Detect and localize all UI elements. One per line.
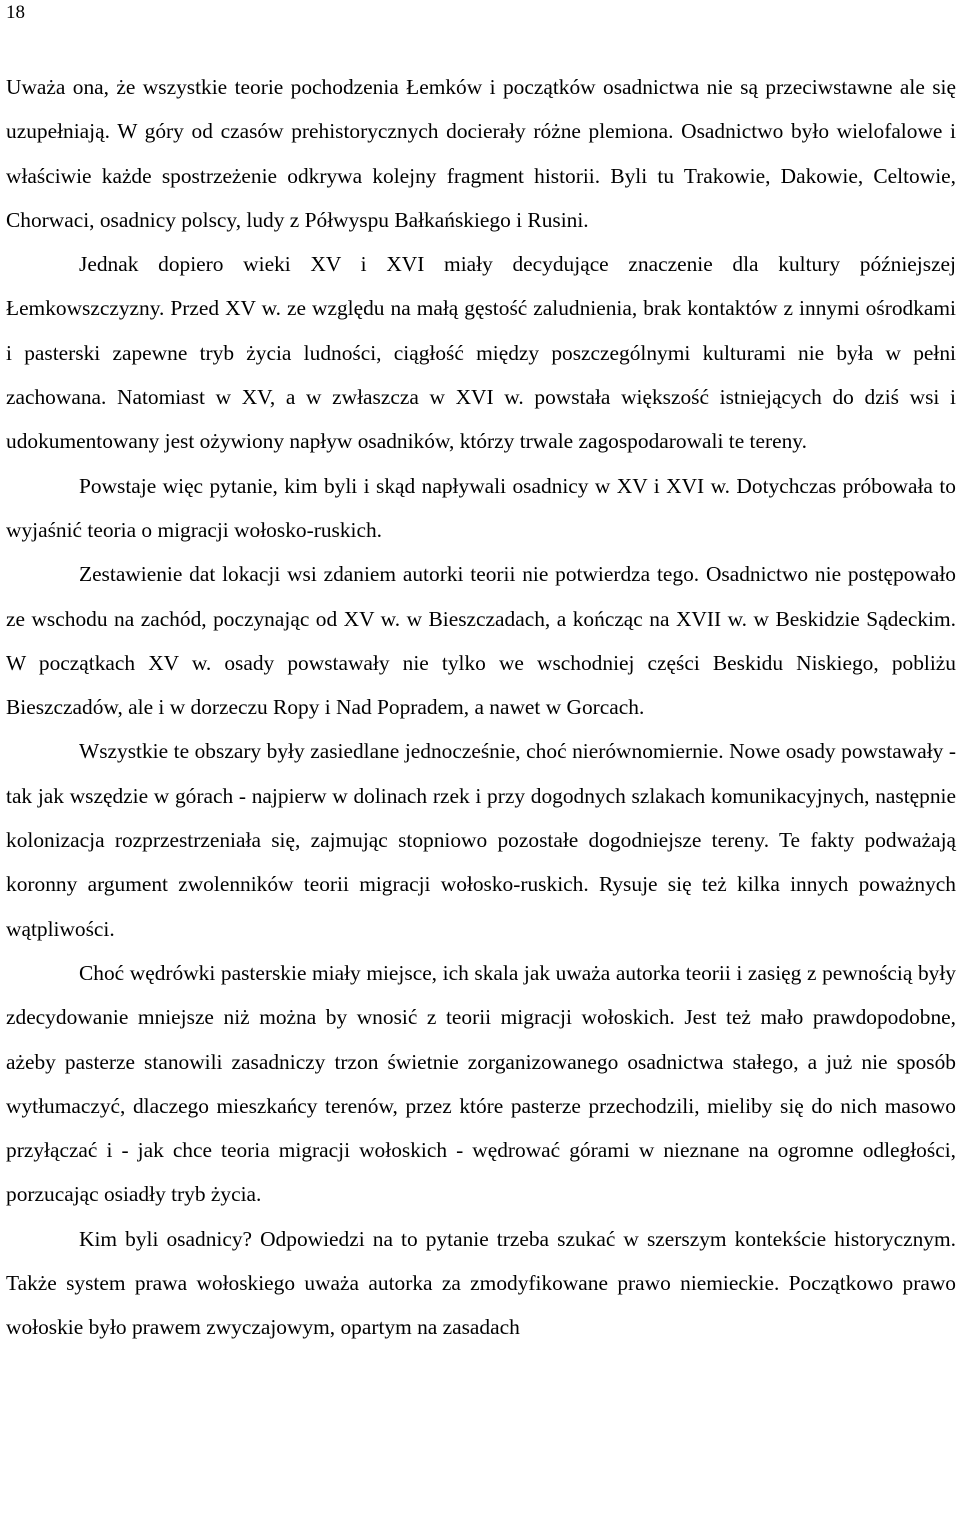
paragraph-2: Jednak dopiero wieki XV i XVI miały decydujące znaczenie dla kultury późniejszej Łemkowszczyzny. Przed XV w. ze względu na małą gęstość zaludnienia, brak kontaktów z innymi ośrodkami i pasterski zapewne tryb życia ludności, ciągłość między poszczególnymi kulturami nie była w pełni zachowana. Natomiast w XV, a w zwłaszcza w XVI w. powstała większość istniejących do dziś wsi i udokumentowany jest ożywiony napływ osadników, którzy trwale zagospodarowali te tereny. xyxy=(6,252,956,454)
paragraph-3: Powstaje więc pytanie, kim byli i skąd napływali osadnicy w XV i XVI w. Dotychczas próbowała to wyjaśnić teoria o migracji wołosko-ruskich. xyxy=(6,473,956,542)
document-body xyxy=(6,65,956,1350)
paragraph-4: Zestawienie dat lokacji wsi zdaniem autorki teorii nie potwierdza tego. Osadnictwo nie postępowało ze wschodu na zachód, poczynając od XV w. w Bieszczadach, a kończąc na XVII w. w Beskidzie Sądeckim. W początkach XV w. osady powstawały nie tylko we wschodniej części Beskidu Niskiego, pobliżu Bieszczadów, ale i w dorzeczu Ropy i Nad Popradem, a nawet w Gorcach. xyxy=(6,562,956,720)
paragraph-6: Choć wędrówki pasterskie miały miejsce, ich skala jak uważa autorka teorii i zasięg z pewnością były zdecydowanie mniejsze niż można by wnosić z teorii migracji wołoskich. Jest też mało prawdopodobne, ażeby pasterze stanowili zasadniczy trzon świetnie zorganizowanego osadnictwa stałego, a już nie sposób wytłumaczyć, dlaczego mieszkańcy terenów, przez które pasterze przechodzili, mieliby się do nich masowo przyłączać i - jak chce teoria migracji wołoskich - wędrować górami w nieznane na ogromne odległości, porzucając osiadły tryb życia. xyxy=(6,960,956,1207)
page-number: 18 xyxy=(6,2,25,23)
paragraph-5: Wszystkie te obszary były zasiedlane jednocześnie, choć nierównomiernie. Nowe osady powstawały - tak jak wszędzie w górach - najpierw w dolinach rzek i przy dogodnych szlakach komunikacyjnych, następnie kolonizacja rozprzestrzeniała się, zajmując stopniowo pozostałe dogodniejsze tereny. Te fakty podważają koronny argument zwolenników teorii migracji wołosko-ruskich. Rysuje się też kilka innych poważnych wątpliwości. xyxy=(6,739,956,941)
paragraph-1: Uważa ona, że wszystkie teorie pochodzenia Łemków i początków osadnictwa nie są przeciwstawne ale się uzupełniają. W góry od czasów prehistorycznych docierały różne plemiona. Osadnictwo było wielofalowe i właściwie każde spostrzeżenie odkrywa kolejny fragment historii. Byli tu Trakowie, Dakowie, Celtowie, Chorwaci, osadnicy polscy, ludy z Półwyspu Bałkańskiego i Rusini. xyxy=(6,75,956,232)
paragraph-7: Kim byli osadnicy? Odpowiedzi na to pytanie trzeba szukać w szerszym kontekście historycznym. Także system prawa wołoskiego uważa autorka za zmodyfikowane prawo niemieckie. Początkowo prawo wołoskie było prawem zwyczajowym, opartym na zasadach xyxy=(6,1226,956,1340)
